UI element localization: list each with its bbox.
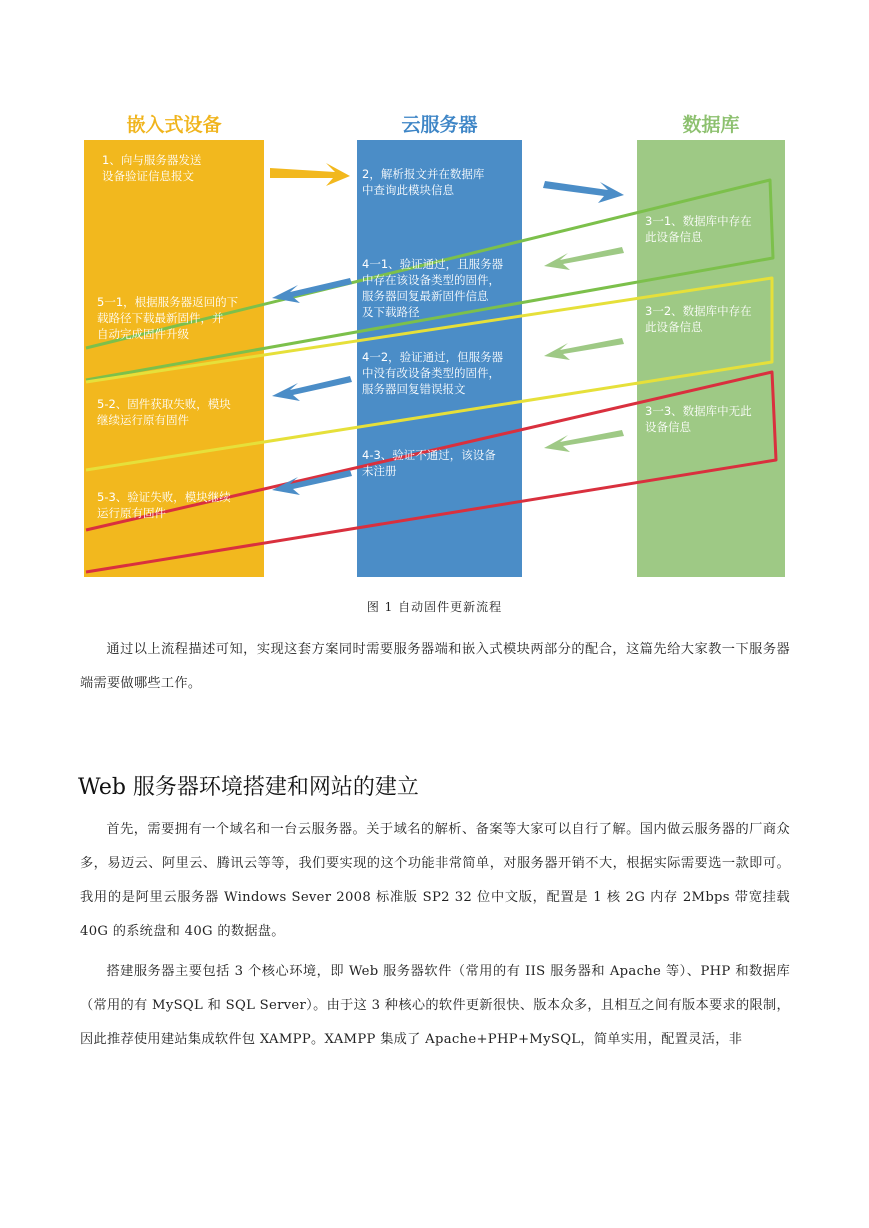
- embedded-column-title: 嵌入式设备: [126, 114, 222, 136]
- flowchart-figure: [0, 0, 869, 600]
- step-3-2-text: 3一2、数据库中存在 此设备信息: [645, 304, 752, 334]
- database-column-title: 数据库: [682, 114, 740, 136]
- arrow-step5-3: [272, 470, 352, 495]
- paragraph-1: 通过以上流程描述可知，实现这套方案同时需要服务器端和嵌入式模块两部分的配合，这篇先给大家教一下服务器端需要做哪些工作。: [80, 642, 790, 691]
- arrow-step4-1-back: [544, 247, 624, 270]
- paragraph-body: [80, 813, 790, 1057]
- step-4-1-text: 4一1、验证通过，且服务器 中存在该设备类型的固件， 服务器回复最新固件信息 及下载路径: [362, 257, 504, 319]
- step-2-text: 2，解析报文并在数据库 中查询此模块信息: [362, 167, 485, 197]
- arrow-step5-2: [272, 376, 352, 401]
- cloud-column-title: 云服务器: [401, 114, 478, 136]
- step-4-3-text: 4-3、验证不通过，该设备 未注册: [362, 448, 496, 478]
- step-5-3-text: 5-3、验证失败，模块继续 运行原有固件: [97, 490, 231, 520]
- arrow-step4-2-back: [544, 338, 624, 360]
- section-heading: Web 服务器环境搭建和网站的建立: [78, 775, 419, 800]
- paragraph-intro: [80, 633, 790, 701]
- arrow-step2: [543, 181, 624, 203]
- step-4-2-text: 4一2，验证通过，但服务器 中没有改设备类型的固件， 服务器回复错误报文: [362, 350, 504, 396]
- step-3-1-text: 3一1、数据库中存在 此设备信息: [645, 214, 752, 244]
- paragraph-2: 首先，需要拥有一个域名和一台云服务器。关于域名的解析、备案等大家可以自行了解。国内做云服务器的厂商众多，易迈云、阿里云、腾讯云等等，我们要实现的这个功能非常简单，对服务器开销不大，根据实际需要选一款即可。我用的是阿里云服务器 Windows Sever 2008 标准版 SP2 32 位中文版，配置是 1 核 2G 内存 2Mbps 带宽挂载 40G 的系统盘和 40G 的数据盘。: [80, 822, 790, 939]
- step-3-3-text: 3一3、数据库中无此 设备信息: [645, 404, 752, 434]
- arrow-step4-3-back: [544, 430, 624, 452]
- paragraph-3: 搭建服务器主要包括 3 个核心环境，即 Web 服务器软件（常用的有 IIS 服务器和 Apache 等）、PHP 和数据库（常用的有 MySQL 和 SQL Server）。由于这 3 种核心的软件更新很快、版本众多，且相互之间有版本要求的限制，因此推荐使用建站集成软件包 XAMPP。XAMPP 集成了 Apache+PHP+MySQL，简单实用，配置灵活，非: [80, 964, 790, 1047]
- figure-caption: 图 1 自动固件更新流程: [366, 600, 503, 614]
- arrow-step5-1: [272, 278, 352, 303]
- step-5-2-text: 5-2、固件获取失败，模块 继续运行原有固件: [97, 397, 231, 427]
- step-5-1-text: 5一1，根据服务器返回的下 载路径下载最新固件，并 自动完成固件升级: [97, 295, 239, 341]
- step-1-text: 1、向与服务器发送 设备验证信息报文: [102, 153, 202, 183]
- arrow-step1: [270, 163, 350, 186]
